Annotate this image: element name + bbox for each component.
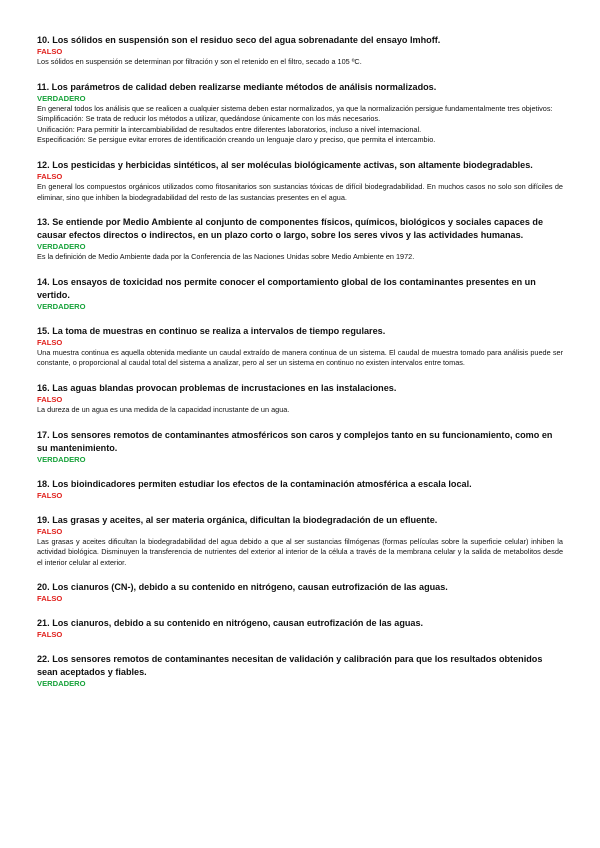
question-text <box>37 34 563 47</box>
question-item <box>37 34 563 68</box>
answer-label: FALSO <box>37 526 63 536</box>
question-number: 10. <box>37 35 50 45</box>
question-item <box>37 216 563 263</box>
explanation <box>37 182 563 203</box>
question-text <box>37 653 563 679</box>
question-text <box>37 617 563 630</box>
question-statement: Los bioindicadores permiten estudiar los efectos de la contaminación atmosférica a escala local. <box>52 478 472 489</box>
question-item <box>37 617 563 640</box>
answer-label: VERDADERO <box>37 242 86 252</box>
answer-label: FALSO <box>37 337 63 347</box>
question-item <box>37 429 563 465</box>
explanation-paragraph: Las grasas y aceites dificultan la biodegradabilidad del agua debido a que al ser sustancias filmógenas (formas películas sobre la superficie celular) inhiben la actividad biológica. Disminuyen la transferencia de nutrientes del exterior al interior de la célula a través de la membrana celular y la salida de metabolitos desde el interior celular al exterior. <box>37 536 563 567</box>
explanation-paragraph: Simplificación: Se trata de reducir los métodos a utilizar, quedándose únicamente con los más necesarios. <box>37 114 381 124</box>
question-item <box>37 382 563 416</box>
answer-label: VERDADERO <box>37 454 86 464</box>
question-statement: Se entiende por Medio Ambiente al conjunto de componentes físicos, químicos, biológicos y sociales capaces de causar efectos directos o indirectos, en un plazo corto o largo, sobre los seres vivos y las actividades humanas. <box>37 217 544 241</box>
answer-label: VERDADERO <box>37 93 86 103</box>
question-number: 18. <box>37 478 50 489</box>
explanation-paragraph: Unificación: Para permitir la intercambiabilidad de resultados entre diferentes laboratorios, incluso a nivel internacional. <box>37 124 422 134</box>
question-statement: Los sólidos en suspensión son el residuo seco del agua sobrenadante del ensayo Imhoff. <box>52 35 441 45</box>
question-number: 21. <box>37 618 50 629</box>
explanation <box>37 348 563 369</box>
question-item <box>37 514 563 569</box>
answer-label: FALSO <box>37 47 63 56</box>
question-item <box>37 653 563 689</box>
question-statement: Los sensores remotos de contaminantes atmosféricos son caros y complejos tanto en su funcionamiento, como en su mantenimiento. <box>37 429 553 453</box>
question-number: 12. <box>37 159 50 170</box>
question-text <box>37 514 563 527</box>
question-item <box>37 478 563 501</box>
explanation-paragraph: Es la definición de Medio Ambiente dada por la Conferencia de las Naciones Unidas sobre Medio Ambiente en 1972. <box>37 252 415 262</box>
answer-label: FALSO <box>37 594 63 604</box>
question-text <box>37 429 563 455</box>
explanation-paragraph: La dureza de un agua es una medida de la capacidad incrustante de un agua. <box>37 404 290 414</box>
question-number: 19. <box>37 514 50 525</box>
question-statement: Los sensores remotos de contaminantes necesitan de validación y calibración para que los resultados obtenidos sean aceptados y fiables. <box>37 654 543 678</box>
question-number: 15. <box>37 325 50 336</box>
explanation-paragraph: Una muestra continua es aquella obtenida mediante un caudal extraído de manera continua de un sistema. El caudal de muestra tomado para análisis puede ser constante, o proporcional al caudal total del sistema a analizar, pero al ser un sistema en continuo no existen intervalos entre tomas. <box>37 347 563 368</box>
question-text <box>37 159 563 172</box>
question-text <box>37 81 563 94</box>
question-text <box>37 478 563 491</box>
explanation-paragraph: En general los compuestos orgánicos utilizados como fitosanitarios son sustancias tóxicas de difícil biodegradabilidad. En muchos casos no solo son difíciles de eliminar, sino que inhiben la biodegradabilidad del resto de las sustancias presentes en el agua. <box>37 181 563 202</box>
explanation <box>37 405 563 416</box>
question-statement: Los cianuros (CN-), debido a su contenido en nitrógeno, causan eutrofización de las aguas. <box>52 582 448 593</box>
question-text <box>37 325 563 338</box>
question-item <box>37 81 563 146</box>
explanation-paragraph: En general todos los análisis que se realicen a cualquier sistema deben estar normalizados, ya que la normalización persigue fundamentalmente tres objetivos: <box>37 103 553 113</box>
question-list <box>37 34 563 702</box>
question-item <box>37 325 563 369</box>
question-item <box>37 581 563 604</box>
question-number: 11. <box>37 81 50 92</box>
question-number: 17. <box>37 429 50 440</box>
answer-label: FALSO <box>37 171 63 181</box>
answer-label: VERDADERO <box>37 301 86 311</box>
explanation-paragraph: Especificación: Se persigue evitar errores de identificación creando un lenguaje claro y preciso, que permita el intercambio. <box>37 135 436 145</box>
question-number: 14. <box>37 276 50 287</box>
answer-label: FALSO <box>37 490 63 500</box>
question-text <box>37 216 563 242</box>
answer-label: FALSO <box>37 630 63 640</box>
explanation <box>37 57 563 68</box>
question-number: 20. <box>37 582 50 593</box>
question-statement: La toma de muestras en continuo se realiza a intervalos de tiempo regulares. <box>52 325 386 336</box>
answer-label: FALSO <box>37 394 63 404</box>
explanation <box>37 252 563 263</box>
question-number: 16. <box>37 382 50 393</box>
answer-label: VERDADERO <box>37 679 86 689</box>
question-text <box>37 276 563 302</box>
question-text <box>37 382 563 395</box>
question-text <box>37 581 563 594</box>
question-statement: Las grasas y aceites, al ser materia orgánica, dificultan la biodegradación de un efluente. <box>52 514 438 525</box>
question-item <box>37 159 563 203</box>
question-statement: Las aguas blandas provocan problemas de incrustaciones en las instalaciones. <box>52 382 397 393</box>
question-statement: Los ensayos de toxicidad nos permite conocer el comportamiento global de los contaminantes presentes en un vertido. <box>37 276 536 300</box>
explanation-paragraph: Los sólidos en suspensión se determinan por filtración y son el retenido en el filtro, secado a 105 ºC. <box>37 57 362 66</box>
question-item <box>37 276 563 312</box>
question-statement: Los pesticidas y herbicidas sintéticos, al ser moléculas biológicamente activas, son altamente biodegradables. <box>52 159 533 170</box>
question-statement: Los cianuros, debido a su contenido en nitrógeno, causan eutrofización de las aguas. <box>52 618 424 629</box>
question-statement: Los parámetros de calidad deben realizarse mediante métodos de análisis normalizados. <box>51 81 437 92</box>
question-number: 22. <box>37 654 50 665</box>
explanation <box>37 104 563 146</box>
explanation <box>37 537 563 569</box>
question-number: 13. <box>37 217 50 228</box>
